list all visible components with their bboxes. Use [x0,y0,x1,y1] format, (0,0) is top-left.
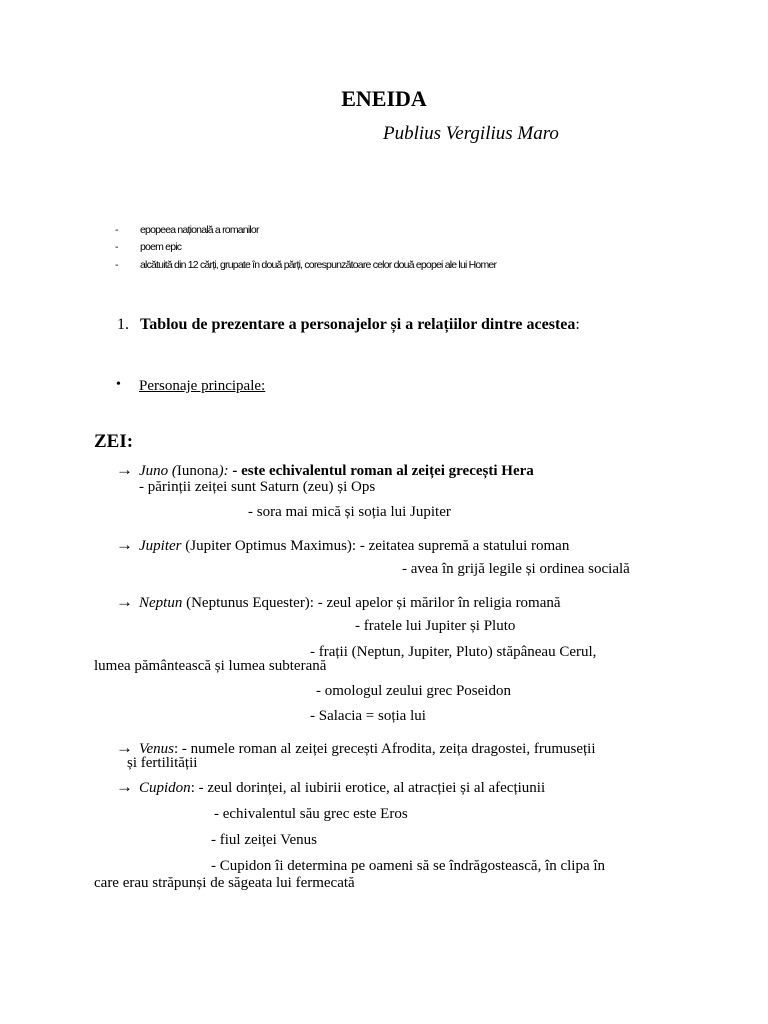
arrow-icon: → [116,777,133,796]
arrow-icon: → [116,592,133,611]
jupiter-line-1: - avea în grijă legile și ordinea socială [402,561,630,577]
neptun-line-2-cont: lumea pământească și lumea subterană [94,658,327,674]
juno-line-1: - părinții zeiței sunt Saturn (zeu) și Ops [139,479,376,495]
god-name-jupiter: Jupiter [139,538,182,554]
neptun-description: (Neptunus Equester): - zeul apelor și mărilor în religia romană [182,595,561,611]
entry-neptun [116,592,561,612]
juno-line-2: - sora mai mică și soția lui Jupiter [248,504,451,520]
gods-header: ZEI: [94,431,134,452]
section-heading-colon: : [575,316,580,333]
juno-description: - este echivalentul roman al zeiței grecești Hera [228,463,534,479]
subsection-title: Personaje principale: [139,378,266,394]
entry-cupidon [116,777,545,797]
neptun-line-1: - fratele lui Jupiter și Pluto [355,618,516,634]
arrow-icon: → [116,738,133,757]
neptun-line-2: - frații (Neptun, Jupiter, Pluto) stăpâneau Cerul, [310,644,597,660]
section-number: 1. [117,316,129,333]
cupidon-line-1: - echivalentul său grec este Eros [214,806,408,822]
cupidon-line-3: - Cupidon îi determina pe oameni să se îndrăgostească, în clipa în [211,858,606,874]
arrow-icon: → [116,460,133,479]
cupidon-description: : - zeul dorinței, al iubirii erotice, al atracției și al afecțiunii [190,780,546,796]
juno-alt-name: Iunona [176,463,219,479]
god-name-cupidon: Cupidon [139,780,191,796]
bullet-marker: - [115,259,119,271]
neptun-line-3: - omologul zeului grec Poseidon [316,683,511,699]
entry-juno [116,460,534,480]
jupiter-description: (Jupiter Optimus Maximus): - zeitatea supremă a statului roman [181,538,570,554]
god-name-neptun: Neptun [139,595,183,611]
arrow-icon: → [116,535,133,554]
bullet-marker: - [115,224,119,236]
bullet-item: poem epic [140,241,182,253]
cupidon-line-2: - fiul zeiței Venus [211,832,317,848]
venus-line-2: și fertilității [127,755,198,771]
god-name-venus: Venus [139,741,174,757]
god-name-juno: Juno [139,463,169,479]
bullet-item: epopeea națională a romanilor [140,224,259,236]
author-name: Publius Vergilius Maro [383,123,559,144]
entry-jupiter [116,535,569,555]
neptun-line-4: - Salacia = soția lui [310,708,426,724]
section-heading [140,316,580,334]
bullet-dot: • [116,377,121,392]
section-heading-text: Tablou de prezentare a personajelor și a relațiilor dintre acestea [140,316,576,333]
bullet-item: alcătuită din 12 cărți, grupate în două părți, corespunzătoare celor două epopei ale lui Homer [140,259,497,271]
cupidon-line-3-cont: care erau străpunși de săgeata lui fermecată [94,875,355,891]
juno-paren-close: ): [218,463,229,479]
bullet-marker: - [115,241,119,253]
document-title: ENEIDA [341,86,427,111]
venus-description: : - numele roman al zeiței grecești Afrodita, zeița dragostei, frumuseții [174,741,596,757]
juno-paren-open: ( [168,463,177,479]
